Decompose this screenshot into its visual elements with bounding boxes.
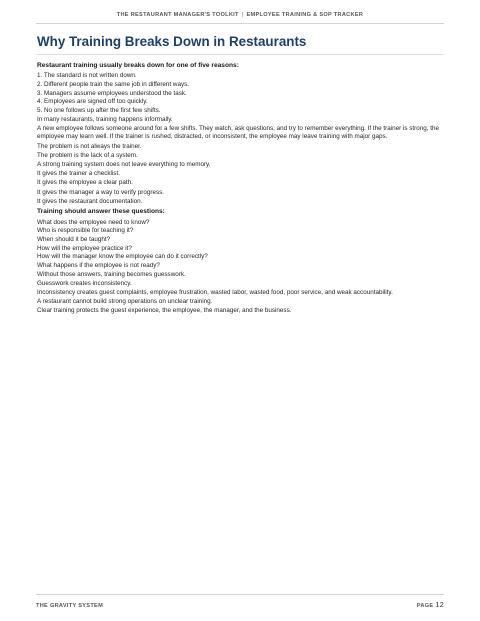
body-paragraph: A new employee follows someone around for a few shifts. They watch, ask questions, and try to remember everything. If the trainer is strong, the employee may learn well. If the trainer is rushed, distracted, or inconsistent, the employee may leave training with major gaps. (37, 124, 440, 141)
reason-item: 3. Managers assume employees understood the task. (37, 89, 187, 97)
body-paragraph: The problem is the lack of a system. (37, 151, 138, 159)
questions-list (37, 219, 443, 271)
body-paragraph: Clear training protects the guest experience, the employee, the manager, and the business. (37, 307, 292, 315)
section2-body (37, 271, 443, 316)
body-paragraph: In many restaurants, training happens informally. (37, 115, 173, 123)
running-header (36, 12, 444, 24)
page-label: PAGE (416, 603, 434, 609)
reason-item: 1. The standard is not written down. (37, 72, 137, 80)
header-toolkit-title: THE RESTAURANT MANAGER'S TOOLKIT (116, 12, 239, 18)
body-paragraph: It gives the restaurant documentation. (37, 197, 143, 205)
page-number-value: 12 (435, 600, 444, 609)
question-item: What happens if the employee is not ready? (37, 261, 160, 269)
body-paragraph: Without those answers, training becomes guesswork. (37, 270, 186, 278)
question-item: How will the employee practice it? (37, 244, 132, 252)
reasons-heading: Restaurant training usually breaks down for one of five reasons: (37, 62, 239, 70)
body-paragraph: It gives the employee a clear path. (37, 179, 133, 187)
body-paragraph: Guesswork creates inconsistency. (37, 279, 132, 287)
page-number (417, 600, 444, 609)
body-paragraph: It gives the manager a way to verify progress. (37, 188, 165, 196)
reason-item: 4. Employees are signed off too quickly. (37, 98, 148, 106)
questions-heading: Training should answer these questions: (37, 208, 165, 216)
page-content (37, 34, 443, 317)
footer-system-name: THE GRAVITY SYSTEM (36, 603, 104, 609)
question-item: When should it be taught? (37, 235, 111, 243)
body-paragraph: A restaurant cannot build strong operations on unclear training. (37, 298, 213, 306)
reasons-list (37, 72, 443, 115)
question-item: Who is responsible for teaching it? (37, 227, 134, 235)
header-tracker-title: EMPLOYEE TRAINING & SOP TRACKER (246, 12, 364, 18)
body-paragraph: The problem is not always the trainer. (37, 142, 142, 150)
reason-item: 5. No one follows up after the first few shifts. (37, 106, 161, 114)
reason-item: 2. Different people train the same job in different ways. (37, 80, 190, 88)
body-paragraph: Inconsistency creates guest complaints, employee frustration, wasted labor, wasted food, poor service, and weak accountability. (37, 289, 393, 297)
body-paragraph: It gives the trainer a checklist. (37, 170, 120, 178)
section1-body (37, 116, 443, 207)
question-item: How will the manager know the employee can do it correctly? (37, 253, 208, 261)
running-footer (36, 594, 444, 609)
header-separator: | (241, 12, 244, 18)
question-item: What does the employee need to know? (37, 218, 150, 226)
page-title: Why Training Breaks Down in Restaurants (37, 34, 443, 55)
body-paragraph: A strong training system does not leave everything to memory. (37, 161, 211, 169)
